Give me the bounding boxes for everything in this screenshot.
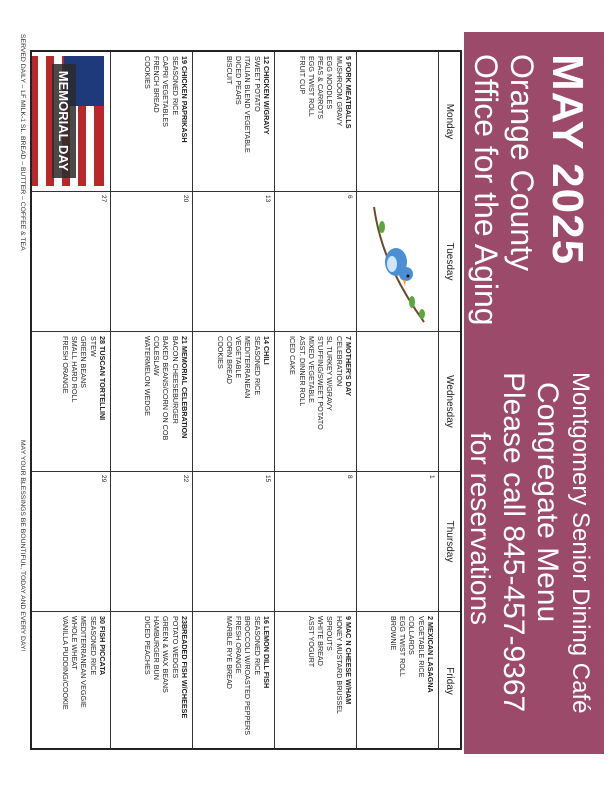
- menu-line: MARBLE RYE BREAD: [224, 616, 234, 689]
- day-header-wednesday: Wednesday: [438, 332, 460, 472]
- cell-w5-wed: [32, 332, 110, 472]
- cell-w3-tue: [192, 192, 274, 332]
- menu-line: VEGETABLE: [234, 336, 244, 379]
- menu-line: ITALIAN BLEND VEGETABLE: [243, 56, 253, 153]
- menu-line: BISCUIT: [224, 56, 234, 85]
- day-number: 15: [264, 475, 271, 483]
- county-title: Orange County: [504, 54, 540, 272]
- menu-item-title: 19 CHICKEN PAPRIKASH: [180, 56, 189, 143]
- bluebird-icon: [356, 202, 434, 327]
- menu-item-title: 21 MEMORIAL CELEBRATION: [180, 336, 189, 439]
- menu-item-title: 9 MAC N CHEESE W/HAM: [344, 616, 353, 705]
- day-header-friday: Friday: [438, 612, 460, 750]
- cell-w4-tue: [110, 192, 192, 332]
- menu-item-title: 30 FISH PICCATA: [98, 616, 107, 676]
- day-number: 13: [264, 195, 271, 203]
- cell-w1-wed: [356, 332, 438, 472]
- cell-w2-fri: [274, 612, 356, 750]
- menu-line: GREEN BEANS: [79, 336, 89, 388]
- menu-line: POTATO WEDGES: [170, 616, 180, 679]
- menu-item-title: 12 CHICKEN W/GRAVY: [262, 56, 271, 135]
- menu-line: EGG TWIST ROLL: [398, 616, 408, 677]
- month-title: MAY 2025: [543, 54, 592, 266]
- menu-line: BAKED BEANS/CORN ON COB: [161, 336, 171, 441]
- menu-line: FRESH ORANGE: [60, 336, 70, 394]
- menu-line: SEASONED RICE: [88, 616, 98, 676]
- menu-line: EGG TWIST ROLL: [306, 56, 316, 117]
- menu-line: CAPRI VEGETABLES: [161, 56, 171, 127]
- cell-w4-thu: [110, 472, 192, 612]
- menu-line: BROWNIE: [388, 616, 398, 651]
- day-number: 27: [100, 195, 107, 203]
- cell-w3-mon: [192, 52, 274, 192]
- header-banner: [464, 32, 604, 754]
- cell-w1-fri: [356, 612, 438, 750]
- phone-line: Please call 845-457-9367: [497, 372, 530, 713]
- menu-line: EGG NOODLES: [325, 56, 335, 110]
- cell-w3-fri: [192, 612, 274, 750]
- day-number: 22: [182, 475, 189, 483]
- day-number: 6: [346, 195, 353, 199]
- cell-w1-tue: [356, 192, 438, 332]
- cell-w4-fri: [110, 612, 192, 750]
- menu-line: WATERMELON WEDGE: [142, 336, 152, 416]
- menu-line: HONEY MUSTARD BRUSSEL: [334, 616, 344, 714]
- menu-line: FRUIT CUP: [297, 56, 307, 95]
- menu-line: SEASONED RICE: [252, 336, 262, 396]
- cell-w2-wed: [274, 332, 356, 472]
- menu-line: DICED PEACHES: [142, 616, 152, 675]
- cell-w5-thu: [32, 472, 110, 612]
- menu-line: COLLARDS: [407, 616, 417, 655]
- day-header-monday: Monday: [438, 52, 460, 192]
- day-number: 20: [182, 195, 189, 203]
- menu-line: STEW: [88, 336, 98, 357]
- reservations-line: for reservations: [465, 432, 496, 625]
- menu-line: WHITE BREAD: [316, 616, 326, 666]
- menu-line: ICED CAKE: [288, 336, 298, 375]
- menu-line: COOKIES: [215, 336, 225, 369]
- menu-item-title: 16 LEMON DILL FISH: [262, 616, 271, 689]
- menu-line: WHOLE WHEAT: [70, 616, 80, 670]
- menu-line: SL TURKEY W/GRAVY: [325, 336, 335, 411]
- menu-line: VEGETABLE RICE: [416, 616, 426, 678]
- menu-line: BROCCOLI W/ROASTED PEPPERS: [243, 616, 253, 736]
- menu-line: MIXED VEGETABLE: [306, 336, 316, 403]
- menu-line: SEASONED RICE: [170, 56, 180, 116]
- menu-item-title: 14 CHILI: [262, 336, 271, 365]
- menu-item-title: 5 PORK MEATBALLS: [344, 56, 353, 129]
- cell-w4-wed: [110, 332, 192, 472]
- menu-line: CORN BREAD: [224, 336, 234, 384]
- menu-line: FRENCH BREAD: [152, 56, 162, 113]
- cell-w5-tue: [32, 192, 110, 332]
- day-number: 8: [346, 475, 353, 479]
- cell-w1-mon: [356, 52, 438, 192]
- menu-line: ASST YOGURT: [306, 616, 316, 668]
- menu-line: STUFFING/SWEET POTATO: [316, 336, 326, 430]
- menu-item-title: 2 MEXICAN LASAGNA: [426, 616, 435, 693]
- memorial-day-flag-icon: [32, 56, 104, 186]
- footer-served-daily: SERVED DAILY – LF MILK-1 SL. BREAD – BUTTER – COFFEE & TEA: [19, 34, 26, 251]
- cell-w2-mon: [274, 52, 356, 192]
- menu-calendar: [30, 50, 462, 750]
- menu-line: MUSHROOM GRAVY: [334, 56, 344, 127]
- menu-line: VANILLA PUDDING/COOKIE: [60, 616, 70, 710]
- day-header-tuesday: Tuesday: [438, 192, 460, 332]
- menu-line: SMALL HARD ROLL: [70, 336, 80, 403]
- day-number: 29: [100, 475, 107, 483]
- cell-w5-fri: [32, 612, 110, 750]
- memorial-day-label: MEMORIAL DAY: [56, 70, 71, 172]
- menu-line: SPROUTS: [325, 616, 335, 651]
- menu-line: FRESH ORANGE: [234, 616, 244, 674]
- cell-w3-thu: [192, 472, 274, 612]
- menu-item-title: 7 MOTHER'S DAY: [344, 336, 353, 397]
- menu-line: HAMBURGER BUN: [152, 616, 162, 680]
- cell-w1-thu: [356, 472, 438, 612]
- cell-w5-mon: [32, 52, 110, 192]
- day-number: 1: [428, 475, 435, 479]
- menu-line: SWEET POTATO: [252, 56, 262, 112]
- menu-line: PEAS & CARROTS: [316, 56, 326, 120]
- menu-line: ASST. DINNER ROLL: [297, 336, 307, 407]
- day-header-thursday: Thursday: [438, 472, 460, 612]
- menu-line: MEDITERRANEAN VEGGIE: [79, 616, 89, 708]
- cafe-title: Montgomery Senior Dining Café: [567, 372, 594, 714]
- menu-line: COLESLAW: [152, 336, 162, 376]
- cell-w2-thu: [274, 472, 356, 612]
- menu-line: CELEBRATION: [334, 336, 344, 387]
- menu-line: DICED PEARS: [234, 56, 244, 105]
- footer-blessing: MAY YOUR BLESSINGS BE BOUNTIFUL, TODAY AND EVERY DAY!: [19, 440, 26, 652]
- menu-line: GREEN & WAX BEANS: [161, 616, 171, 693]
- office-title: Office for the Aging: [468, 54, 504, 326]
- cell-w2-tue: [274, 192, 356, 332]
- menu-line: SEASONED RICE: [252, 616, 262, 676]
- cell-w4-mon: [110, 52, 192, 192]
- menu-line: MEDITERRANEAN: [243, 336, 253, 399]
- cell-w3-wed: [192, 332, 274, 472]
- menu-title: Congregate Menu: [531, 382, 564, 623]
- menu-item-title: 28 TUSCAN TORTELLINI: [98, 336, 107, 421]
- menu-line: COOKIES: [142, 56, 152, 89]
- menu-line: BACON CHEESEBURGER: [170, 336, 180, 424]
- menu-item-title: 23BREADED FISH W/CHEESE: [180, 616, 189, 719]
